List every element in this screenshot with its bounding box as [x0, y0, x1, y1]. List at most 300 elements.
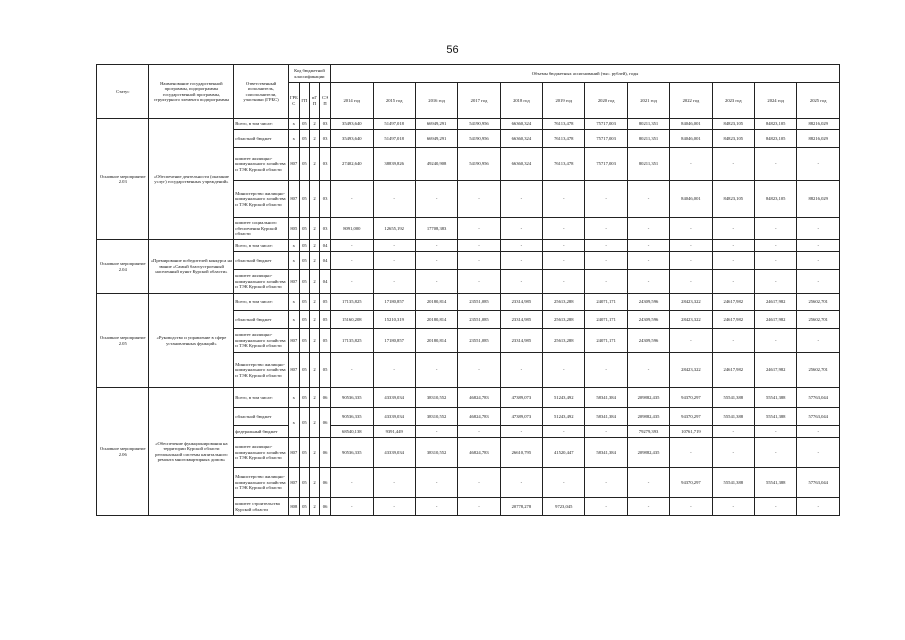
value-cell: -	[712, 498, 754, 516]
code-cell: x	[288, 388, 299, 408]
value-cell: 43339,034	[373, 438, 415, 468]
value-cell: -	[755, 426, 797, 438]
value-cell: -	[543, 468, 585, 498]
value-cell: 209882,435	[627, 388, 669, 408]
header-code-group: Код бюджетной классификации	[288, 65, 330, 83]
code-cell: 2	[309, 218, 319, 240]
value-cell: 25602,701	[797, 294, 840, 311]
code-cell: 05	[299, 181, 309, 218]
value-cell: -	[373, 252, 415, 270]
value-cell: -	[500, 181, 542, 218]
value-cell: -	[458, 252, 500, 270]
value-cell: -	[373, 498, 415, 516]
value-cell: 35493,640	[331, 119, 373, 130]
value-cell: -	[585, 181, 627, 218]
code-cell: 04	[320, 270, 331, 294]
value-cell: 75717,003	[585, 148, 627, 181]
value-cell: -	[543, 181, 585, 218]
value-cell: 35493,640	[331, 130, 373, 148]
value-cell: -	[627, 270, 669, 294]
value-cell: -	[500, 270, 542, 294]
code-cell: 805	[288, 218, 299, 240]
code-cell: 2	[309, 148, 319, 181]
value-cell: -	[331, 353, 373, 388]
value-cell: -	[543, 353, 585, 388]
code-cell: 05	[299, 438, 309, 468]
value-cell: 84823,105	[712, 119, 754, 130]
code-cell: 2	[309, 294, 319, 311]
value-cell: 24309,596	[627, 329, 669, 353]
code-cell: 05	[299, 130, 309, 148]
value-cell: 9391,449	[373, 426, 415, 438]
value-cell: -	[797, 252, 840, 270]
name-cell: «Обеспечение функционирования на территории Курской области региональной системы капитального ремонта многоквартирных домов»	[149, 388, 234, 516]
header-code: ГП	[299, 83, 309, 119]
value-cell: -	[585, 426, 627, 438]
name-cell: «Руководство и управление в сфере установленных функций»	[149, 294, 234, 388]
code-cell: 05	[299, 408, 309, 438]
code-cell: x	[288, 240, 299, 252]
code-cell: 05	[320, 311, 331, 329]
value-cell: 57763,044	[797, 408, 840, 426]
code-cell: 2	[309, 311, 319, 329]
value-cell: -	[458, 426, 500, 438]
executor-cell: Министерство жилищно-коммунального хозяйства и ТЭК Курской области	[234, 353, 289, 388]
value-cell: -	[458, 181, 500, 218]
value-cell: 84046,001	[670, 130, 712, 148]
status-cell: Основное мероприятие 2.04	[97, 240, 149, 294]
value-cell: 55541,388	[712, 388, 754, 408]
value-cell: 84823,105	[755, 119, 797, 130]
value-cell: 58341,384	[585, 408, 627, 426]
code-cell: 2	[309, 388, 319, 408]
value-cell: 84046,001	[670, 181, 712, 218]
value-cell: -	[797, 329, 840, 353]
executor-cell: комитет жилищно-коммунального хозяйства и ТЭК Курской области	[234, 329, 289, 353]
value-cell: -	[331, 252, 373, 270]
value-cell: -	[755, 252, 797, 270]
code-cell: 2	[309, 353, 319, 388]
code-cell: 807	[288, 181, 299, 218]
value-cell: -	[627, 252, 669, 270]
value-cell: 55541,388	[755, 408, 797, 426]
value-cell: 80211,351	[627, 119, 669, 130]
executor-cell: Министерство жилищно-коммунального хозяйства и ТЭК Курской области	[234, 468, 289, 498]
value-cell: 54190,956	[458, 130, 500, 148]
value-cell: -	[585, 498, 627, 516]
code-cell: 03	[320, 130, 331, 148]
value-cell: 20180,814	[415, 329, 457, 353]
value-cell: 24617,982	[712, 294, 754, 311]
value-cell: -	[670, 438, 712, 468]
value-cell: 51497,018	[373, 130, 415, 148]
code-cell: 807	[288, 353, 299, 388]
value-cell: -	[331, 240, 373, 252]
code-cell: 808	[288, 498, 299, 516]
value-cell: 24617,982	[755, 353, 797, 388]
value-cell: -	[797, 426, 840, 438]
code-cell: 2	[309, 329, 319, 353]
code-cell: 03	[320, 119, 331, 130]
code-cell: 05	[299, 218, 309, 240]
value-cell: 94370,297	[670, 388, 712, 408]
value-cell: 66949,291	[415, 130, 457, 148]
value-cell: -	[627, 353, 669, 388]
code-cell: x	[288, 130, 299, 148]
value-cell: 51243,492	[543, 408, 585, 426]
value-cell: -	[670, 270, 712, 294]
code-cell: 04	[320, 252, 331, 270]
code-cell: x	[288, 408, 299, 438]
value-cell: 43339,034	[373, 388, 415, 408]
value-cell: -	[543, 240, 585, 252]
code-cell: 2	[309, 240, 319, 252]
value-cell: -	[415, 181, 457, 218]
value-cell: 23551,085	[458, 311, 500, 329]
value-cell: 46824,783	[458, 408, 500, 426]
value-cell: 24617,982	[755, 311, 797, 329]
executor-cell: комитет жилищно-коммунального хозяйства и ТЭК Курской области	[234, 148, 289, 181]
value-cell: -	[458, 498, 500, 516]
value-cell: 17180,857	[373, 329, 415, 353]
value-cell: 68540,138	[331, 426, 373, 438]
header-code: ГРБС	[288, 83, 299, 119]
code-cell: 05	[320, 329, 331, 353]
value-cell: 66949,291	[415, 119, 457, 130]
value-cell: 58341,384	[585, 388, 627, 408]
table-row	[97, 240, 840, 252]
value-cell: 76113,478	[543, 130, 585, 148]
value-cell: 25613,288	[543, 311, 585, 329]
value-cell: -	[458, 240, 500, 252]
value-cell: -	[670, 498, 712, 516]
code-cell: 2	[309, 119, 319, 130]
value-cell: -	[755, 329, 797, 353]
code-cell: x	[288, 252, 299, 270]
code-cell: 05	[299, 252, 309, 270]
value-cell: 90536,335	[331, 438, 373, 468]
value-cell: 20180,814	[415, 311, 457, 329]
value-cell: 24617,982	[712, 311, 754, 329]
value-cell: -	[585, 270, 627, 294]
code-cell: 05	[299, 311, 309, 329]
table-row	[97, 119, 840, 130]
value-cell: 55541,388	[755, 468, 797, 498]
code-cell: 807	[288, 329, 299, 353]
value-cell: -	[670, 148, 712, 181]
value-cell: -	[415, 426, 457, 438]
code-cell: 05	[299, 498, 309, 516]
value-cell: -	[543, 426, 585, 438]
value-cell: 25602,701	[797, 311, 840, 329]
header-year: 2022 год	[670, 83, 712, 119]
value-cell: -	[500, 240, 542, 252]
header-year: 2025 год	[797, 83, 840, 119]
value-cell: -	[415, 270, 457, 294]
value-cell: 23314,985	[500, 329, 542, 353]
value-cell: -	[585, 240, 627, 252]
value-cell: -	[712, 426, 754, 438]
value-cell: 15160,208	[331, 311, 373, 329]
code-cell: 2	[309, 252, 319, 270]
value-cell: -	[627, 240, 669, 252]
code-cell: 807	[288, 148, 299, 181]
value-cell: 20180,814	[415, 294, 457, 311]
value-cell: 25613,288	[543, 294, 585, 311]
value-cell: 57763,044	[797, 388, 840, 408]
code-cell: 05	[299, 270, 309, 294]
budget-table	[96, 64, 840, 516]
executor-cell: комитет жилищно-коммунального хозяйства и ТЭК Курской области	[234, 438, 289, 468]
code-cell: x	[288, 119, 299, 130]
value-cell: 84823,105	[755, 130, 797, 148]
value-cell: -	[755, 498, 797, 516]
executor-cell: Министерство жилищно-коммунального хозяйства и ТЭК Курской области	[234, 181, 289, 218]
value-cell: 84823,105	[712, 181, 754, 218]
value-cell: 17135,825	[331, 294, 373, 311]
table-body	[97, 119, 840, 516]
code-cell: 05	[299, 119, 309, 130]
value-cell: 38839,826	[373, 148, 415, 181]
value-cell: 20778,278	[500, 498, 542, 516]
value-cell: -	[712, 240, 754, 252]
value-cell: 38310,552	[415, 408, 457, 426]
value-cell: 94370,297	[670, 468, 712, 498]
value-cell: -	[415, 252, 457, 270]
value-cell: 24309,596	[627, 294, 669, 311]
executor-cell: Всего, в том числе:	[234, 240, 289, 252]
table-row	[97, 294, 840, 311]
header-code: пГП	[309, 83, 319, 119]
value-cell: 8091,000	[331, 218, 373, 240]
executor-cell: областной бюджет	[234, 311, 289, 329]
code-cell: 06	[320, 408, 331, 438]
value-cell: 41520,447	[543, 438, 585, 468]
header-code: СЭП	[320, 83, 331, 119]
value-cell: 28423,322	[670, 311, 712, 329]
value-cell: 23314,985	[500, 294, 542, 311]
header-year: 2015 год	[373, 83, 415, 119]
header-year: 2021 год	[627, 83, 669, 119]
value-cell: 55541,388	[712, 408, 754, 426]
value-cell: -	[500, 468, 542, 498]
value-cell: -	[797, 218, 840, 240]
value-cell: -	[627, 498, 669, 516]
value-cell: 17708,383	[415, 218, 457, 240]
code-cell: 2	[309, 438, 319, 468]
value-cell: 12655,192	[373, 218, 415, 240]
value-cell: 24617,982	[755, 294, 797, 311]
header-year: 2014 год	[331, 83, 373, 119]
value-cell: -	[373, 181, 415, 218]
value-cell: 23551,085	[458, 329, 500, 353]
value-cell: -	[627, 218, 669, 240]
code-cell: 03	[320, 148, 331, 181]
value-cell: 10761,719	[670, 426, 712, 438]
code-cell: 05	[299, 148, 309, 181]
value-cell: 24071,171	[585, 329, 627, 353]
value-cell: -	[585, 218, 627, 240]
code-cell: 05	[299, 329, 309, 353]
value-cell: -	[331, 270, 373, 294]
value-cell: 66360,324	[500, 148, 542, 181]
value-cell: 38310,552	[415, 388, 457, 408]
value-cell: 24617,982	[712, 353, 754, 388]
code-cell: 2	[309, 270, 319, 294]
value-cell: 25613,288	[543, 329, 585, 353]
header-year: 2024 год	[755, 83, 797, 119]
value-cell: 43339,034	[373, 408, 415, 426]
value-cell: -	[585, 252, 627, 270]
code-cell: 06	[320, 498, 331, 516]
value-cell: 28423,322	[670, 353, 712, 388]
value-cell: 84823,105	[755, 181, 797, 218]
value-cell: 88216,029	[797, 130, 840, 148]
value-cell: -	[755, 148, 797, 181]
value-cell: 54190,956	[458, 148, 500, 181]
value-cell: -	[755, 218, 797, 240]
value-cell: 75717,003	[585, 119, 627, 130]
executor-cell: областной бюджет	[234, 252, 289, 270]
value-cell: 47389,073	[500, 388, 542, 408]
value-cell: -	[500, 252, 542, 270]
value-cell: 28423,322	[670, 294, 712, 311]
code-cell: 807	[288, 468, 299, 498]
value-cell: 23314,985	[500, 311, 542, 329]
executor-cell: областной бюджет	[234, 130, 289, 148]
code-cell: 06	[320, 468, 331, 498]
value-cell: -	[500, 218, 542, 240]
value-cell: 57763,044	[797, 468, 840, 498]
value-cell: -	[670, 240, 712, 252]
executor-cell: комитет жилищно-коммунального хозяйства и ТЭК Курской области	[234, 270, 289, 294]
value-cell: -	[415, 468, 457, 498]
value-cell: -	[712, 270, 754, 294]
value-cell: 25602,701	[797, 353, 840, 388]
value-cell: 88216,029	[797, 119, 840, 130]
value-cell: 24071,171	[585, 311, 627, 329]
executor-cell: Всего, в том числе:	[234, 388, 289, 408]
value-cell: 46824,783	[458, 388, 500, 408]
value-cell: -	[627, 468, 669, 498]
code-cell: 807	[288, 270, 299, 294]
code-cell: 2	[309, 181, 319, 218]
value-cell: -	[585, 353, 627, 388]
value-cell: 55541,388	[755, 388, 797, 408]
value-cell: 94370,297	[670, 408, 712, 426]
value-cell: 80211,351	[627, 130, 669, 148]
value-cell: 76113,478	[543, 119, 585, 130]
name-cell: «Обеспечение деятельности (оказание услуг) государственных учреждений»	[149, 119, 234, 240]
value-cell: 9723,045	[543, 498, 585, 516]
code-cell: 2	[309, 130, 319, 148]
code-cell: 2	[309, 468, 319, 498]
value-cell: 88216,029	[797, 181, 840, 218]
value-cell: 79279,393	[627, 426, 669, 438]
value-cell: -	[543, 252, 585, 270]
value-cell: 17135,825	[331, 329, 373, 353]
header-year: 2023 год	[712, 83, 754, 119]
code-cell: 06	[320, 438, 331, 468]
header-volume-group: Объемы бюджетных ассигнований (тыс. рублей), годы	[331, 65, 840, 83]
value-cell: 17180,857	[373, 294, 415, 311]
value-cell: -	[543, 218, 585, 240]
status-cell: Основное мероприятие 2.05	[97, 294, 149, 388]
code-cell: 05	[299, 388, 309, 408]
value-cell: -	[458, 468, 500, 498]
value-cell: 58341,384	[585, 438, 627, 468]
value-cell: -	[543, 270, 585, 294]
name-cell: «Премирование победителей конкурса на звание «Самый благоустроенный населенный пункт Курской области»	[149, 240, 234, 294]
value-cell: 51497,018	[373, 119, 415, 130]
value-cell: 23551,085	[458, 294, 500, 311]
code-cell: 05	[299, 240, 309, 252]
header-executor: Ответственный исполнитель, соисполнители, участники (ГРБС)	[234, 65, 289, 119]
value-cell: -	[415, 353, 457, 388]
code-cell: 06	[320, 388, 331, 408]
page-number: 56	[446, 44, 459, 56]
value-cell: -	[755, 270, 797, 294]
value-cell: -	[331, 498, 373, 516]
code-cell: x	[288, 294, 299, 311]
value-cell: 75717,003	[585, 130, 627, 148]
code-cell: 05	[299, 294, 309, 311]
value-cell: -	[331, 468, 373, 498]
value-cell: -	[755, 438, 797, 468]
value-cell: -	[797, 270, 840, 294]
header-year: 2020 год	[585, 83, 627, 119]
code-cell: 807	[288, 438, 299, 468]
value-cell: -	[373, 468, 415, 498]
value-cell: -	[712, 148, 754, 181]
value-cell: -	[797, 438, 840, 468]
value-cell: 47389,073	[500, 408, 542, 426]
value-cell: -	[373, 353, 415, 388]
header-year: 2017 год	[458, 83, 500, 119]
value-cell: -	[670, 218, 712, 240]
value-cell: 66360,324	[500, 119, 542, 130]
value-cell: -	[712, 218, 754, 240]
value-cell: -	[755, 240, 797, 252]
value-cell: 46824,783	[458, 438, 500, 468]
value-cell: 24071,171	[585, 294, 627, 311]
table-header	[97, 65, 840, 119]
value-cell: -	[458, 218, 500, 240]
value-cell: 209882,435	[627, 438, 669, 468]
value-cell: -	[331, 181, 373, 218]
executor-cell: Всего, в том числе:	[234, 119, 289, 130]
value-cell: 80211,351	[627, 148, 669, 181]
code-cell: 03	[320, 181, 331, 218]
header-name: Наименование государственной программы, подпрограммы государственной программы, структурного элемента подпрограммы	[149, 65, 234, 119]
value-cell: 55541,388	[712, 468, 754, 498]
code-cell: 05	[299, 468, 309, 498]
value-cell: 38310,552	[415, 438, 457, 468]
executor-cell: Всего, в том числе:	[234, 294, 289, 311]
table-row	[97, 388, 840, 408]
value-cell: 54190,956	[458, 119, 500, 130]
code-cell: 03	[320, 218, 331, 240]
executor-cell: комитет строительства Курской области	[234, 498, 289, 516]
value-cell: -	[797, 148, 840, 181]
value-cell: 26610,795	[500, 438, 542, 468]
value-cell: 209882,435	[627, 408, 669, 426]
value-cell: 27402,640	[331, 148, 373, 181]
header-status: Статус	[97, 65, 149, 119]
value-cell: -	[797, 498, 840, 516]
value-cell: -	[712, 329, 754, 353]
value-cell: 90536,335	[331, 388, 373, 408]
